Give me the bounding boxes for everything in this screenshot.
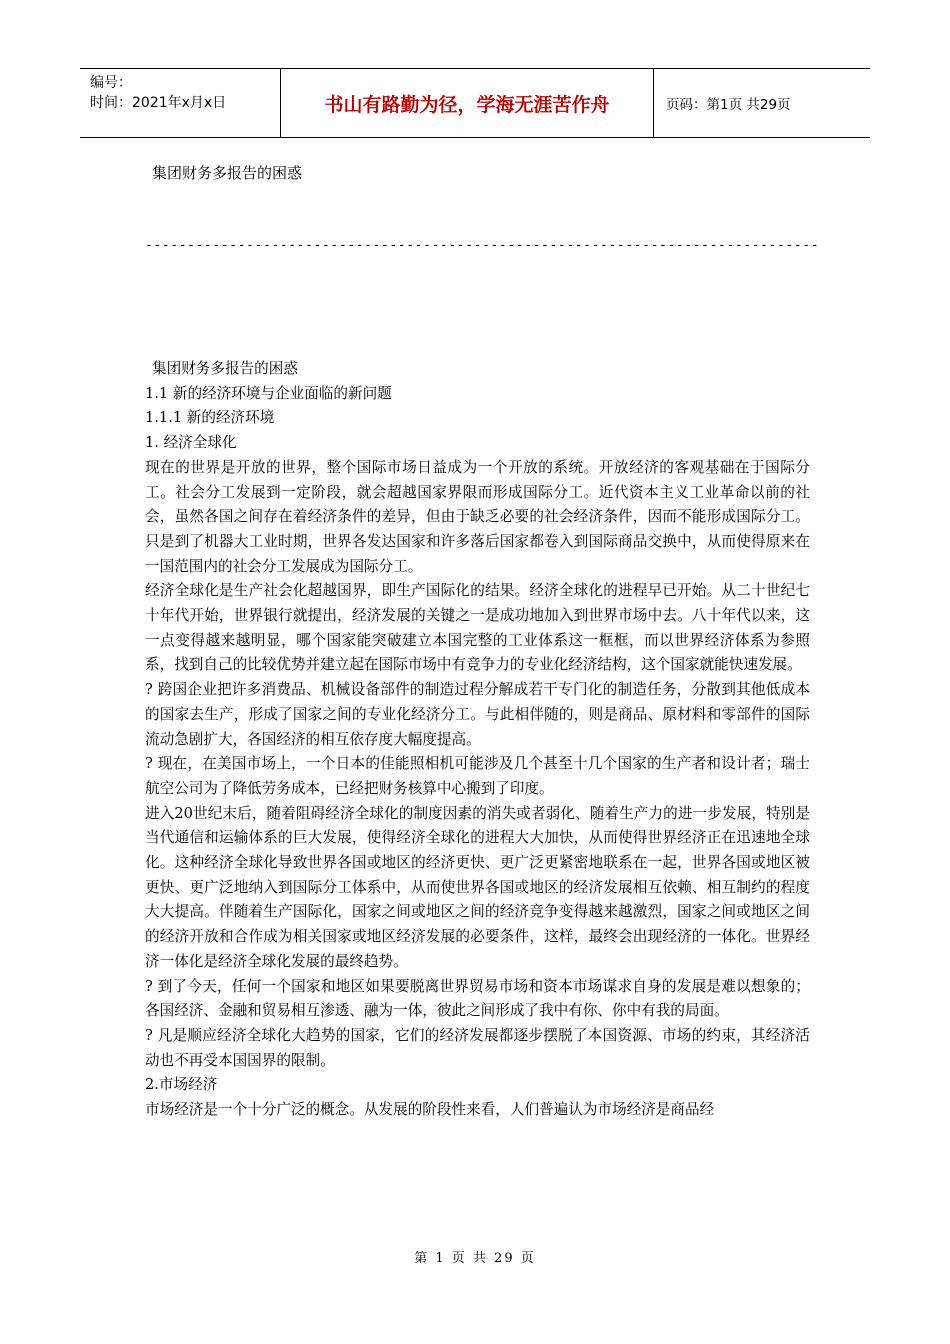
paragraph: ? 到了今天，任何一个国家和地区如果要脱离世界贸易市场和资本市场谋求自身的发展是难以想象的；各国经济、金融和贸易相互渗透、融为一体，彼此之间形成了我中有你、你中有我的局面。 [145, 977, 810, 1020]
number-label: 编号： [90, 75, 132, 91]
separator-line: -------------------------------------------------------------------------------- [145, 238, 820, 253]
document-title: 集团财务多报告的困惑 [152, 164, 303, 182]
document-body [145, 357, 810, 1123]
header-meta-cell [80, 69, 281, 137]
header-page-info: 页码：第1页 共29页 [666, 97, 791, 113]
paragraph: 市场经济是一个十分广泛的概念。从发展的阶段性来看，人们普遍认为市场经济是商品经 [145, 1101, 715, 1119]
paragraph: ? 现在，在美国市场上，一个日本的佳能照相机可能涉及几个甚至十几个国家的生产者和设计者；瑞士航空公司为了降低劳务成本，已经把财务核算中心搬到了印度。 [145, 755, 810, 797]
page-footer: 第 1 页 共 29 页 [414, 1251, 536, 1266]
paragraph: ? 凡是顺应经济全球化大趋势的国家，它们的经济发展都逐步摆脱了本国资源、市场的约束，其经济活动也不再受本国国界的限制。 [145, 1026, 810, 1069]
list-heading: 2.市场经济 [145, 1076, 218, 1094]
paragraph: ? 跨国企业把许多消费品、机械设备部件的制造过程分解成若干专门化的制造任务，分散到其他低成本的国家去生产，形成了国家之间的专业化经济分工。与此相伴随的，则是商品、原材料和零部件的国际流动急剧扩大，各国经济的相互依存度大幅度提高。 [145, 681, 810, 748]
section-heading: 1.1 新的经济环境与企业面临的新问题 [145, 384, 392, 402]
paragraph: 经济全球化是生产社会化超越国界，即生产国际化的结果。经济全球化的进程早已开始。从二十世纪七十年代开始，世界银行就提出，经济发展的关键之一是成功地加入到世界市场中去。八十年代以来，这一点变得越来越明显，哪个国家能突破建立本国完整的工业体系这一框框，而以世界经济体系为参照系，找到自己的比较优势并建立起在国际市场中有竞争力的专业化经济结构，这个国家就能快速发展。 [145, 582, 810, 674]
list-heading: 1. 经济全球化 [145, 434, 237, 452]
paragraph: 现在的世界是开放的世界，整个国际市场日益成为一个开放的系统。开放经济的客观基础在于国际分工。社会分工发展到一定阶段，就会超越国家界限而形成国际分工。近代资本主义工业革命以前的社会，虽然各国之间存在着经济条件的差异，但由于缺乏必要的社会经济条件，因而不能形成国际分工。只是到了机器大工业时期，世界各发达国家和许多落后国家都卷入到国际商品交换中，从而使得原来在一国范围内的社会分工发展成为国际分工。 [145, 458, 810, 575]
header-motto: 书山有路勤为径，学海无涯苦作舟 [281, 69, 654, 137]
subsection-heading: 1.1.1 新的经济环境 [145, 409, 275, 427]
paragraph: 进入20世纪末后，随着阻碍经济全球化的制度因素的消失或者弱化、随着生产力的进一步发展，特别是当代通信和运输体系的巨大发展，使得经济全球化的进程大大加快，从而使得世界经济正在迅速地全球化。这种经济全球化导致世界各国或地区的经济更快、更广泛更紧密地联系在一起，世界各国或地区被更快、更广泛地纳入到国际分工体系中，从而使世界各国或地区的经济发展相互依赖、相互制约的程度大大提高。伴随着生产国际化，国家之间或地区之间的经济竞争变得越来越激烈，国家之间或地区之间的经济开放和合作成为相关国家或地区经济发展的必要条件，这样，最终会出现经济的一体化。世界经济一体化是经济全球化发展的最终趋势。 [145, 804, 810, 970]
section-title: 集团财务多报告的困惑 [152, 360, 298, 377]
header-table [80, 68, 870, 138]
time-label: 时间：2021年x月x日 [90, 95, 227, 111]
